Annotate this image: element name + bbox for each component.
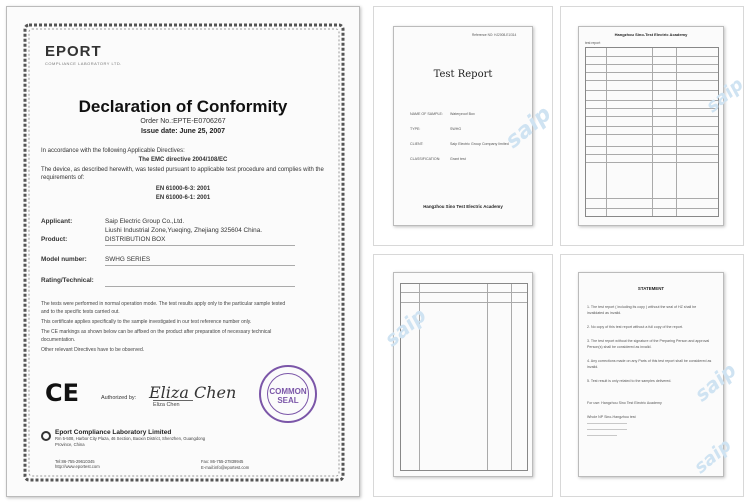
field-value-1: Waterproof Box [450,112,475,116]
declaration-certificate[interactable] [6,6,360,497]
seal-text-2: SEAL [277,396,299,405]
statement-item-2: 2. No copy of this test report without a full copy of the report. [587,325,683,329]
field-value-2: SWHG [450,127,462,131]
applicant-label: Applicant: [41,218,73,225]
lab-name: Eport Compliance Laboratory Limited [55,429,172,436]
seal-text [261,387,315,405]
lab-tel: Tel:86-755-29610345 [55,459,95,464]
certificate-title: Declaration of Conformity [78,97,288,116]
statement-item-1: 1. The test report ( including its copy ) without the seal of HZ shall be [587,305,697,309]
certificate-body [41,39,325,470]
table-page-header: Hangzhou Sino-Test Electric Academy [614,32,688,37]
statement-item-4b: invalid. [587,365,599,369]
statement-item-1b: invalidated as invalid. [587,311,622,315]
tested-text: The device, as described herewith, was tested pursuant to applicable test procedure and complies with the requirements of: [41,167,324,181]
logo-subtitle: COMPLIANCE LABORATORY LTD. [45,61,122,66]
seal-text-1: COMMON [269,387,307,396]
ce-mark: CE [45,379,80,407]
test-report-title: Test Report [433,69,493,80]
footer-rule-3 [587,435,617,436]
statement-title: STATEMENT [637,286,665,291]
intro-text: In accordance with the following Applicable Directives: [41,148,185,154]
lab-fax: Fax: 86-755-27839945 [201,459,244,464]
statement-item-3b: Person(s) shall be considered as invalid. [587,345,652,349]
signature: Eliza Chen [149,383,237,402]
report-academy: Hangzhou Sino Test Electric Academy [423,204,503,209]
statement-footer-1: For use: Hangzhou Sino Test Electric Academy [587,401,662,405]
footer-rule-1 [587,423,627,424]
field-label-2: TYPE: [410,127,421,131]
lab-footer [41,429,325,470]
standard-1: EN 61000-6-3: 2001 [155,186,211,192]
field-label-4: CLASSIFICATION: [410,157,441,161]
order-number: Order No.:EPTE-E0706267 [140,118,226,125]
lab-email: E-mail:info@eportest.com [201,465,250,470]
model-label: Model number: [41,256,87,263]
table-page-subheader: test report [585,41,601,45]
report-reference: Reference NO: HJ2008-E1/314 [472,33,517,37]
model-underline [105,265,295,266]
note-4: The CE markings as shown below can be affixed on the product after preparation of necessary technical [41,329,272,335]
product-value: DISTRIBUTION BOX [105,236,166,243]
field-value-3: Saip Electric Group Company limited [450,142,509,146]
note-2: and to the specific tests carried out. [41,309,120,315]
lab-contact-left [55,459,100,469]
saip-watermark-5: saip [690,434,736,479]
report-table-page[interactable] [578,26,724,226]
note-3: This certificate applies specifically to the sample investigated in our test reference number only. [41,319,252,325]
statement-footer-2: Whole NP Sino-Hangzhou test [587,415,636,419]
authorized-label: Authorized by: [101,395,137,401]
lab-address-1: Rm 5-508, Harbor City Plaza, 46 Section, Baoxin District, Shenzhen, Guangdong [55,436,206,441]
field-label-1: NAME OF SAMPLE: [410,112,443,116]
field-label-3: CLIENT: [410,142,424,146]
directive-text: The EMC directive 2004/108/EC [138,157,228,163]
saip-watermark-1: saip [500,101,557,154]
footer-rule-2 [587,429,627,430]
common-seal-stamp [259,365,317,423]
statement-item-4: 4. Any corrections made on any Parts of this test report shall be considered as [587,359,712,363]
report-table [585,47,719,217]
product-label: Product: [41,236,68,243]
applicant-value: Saip Electric Group Co.,Ltd. [105,218,185,225]
eport-logo: EPORT [45,43,102,60]
statement-page[interactable] [578,272,724,477]
note-5: documentation. [41,337,76,343]
lab-contact-right [201,459,249,471]
statement-item-3: 3. The test report without the signature of the Preparing Person and approval [587,339,710,343]
standard-2: EN 61000-6-1: 2001 [155,195,211,201]
signer-name: Eliza Chen [153,400,193,408]
applicant-address: Liushi Industrial Zone,Yueqing, Zhejiang 325604 China. [105,227,263,234]
note-6: Other relevant Directives have to be observed. [41,347,145,353]
saip-watermark-2: saip [702,73,748,118]
issue-date: Issue date: June 25, 2007 [140,128,226,135]
lab-web: http://www.eportest.com [55,464,100,469]
rating-underline [105,286,295,287]
field-value-4: Grant test [450,157,466,161]
model-value: SWHG SERIES [105,256,151,263]
note-1: The tests were performed in normal operation mode. The test results apply only to the particular sample tested [41,301,286,307]
rating-label: Rating/Technical: [41,277,94,284]
saip-watermark-4: saip [689,357,741,407]
lab-address-2: Province, China [55,442,85,447]
saip-watermark-3: saip [379,302,431,352]
statement-item-5: 5. Test result is only related to the samples delivered. [587,379,672,383]
product-underline [105,245,295,246]
